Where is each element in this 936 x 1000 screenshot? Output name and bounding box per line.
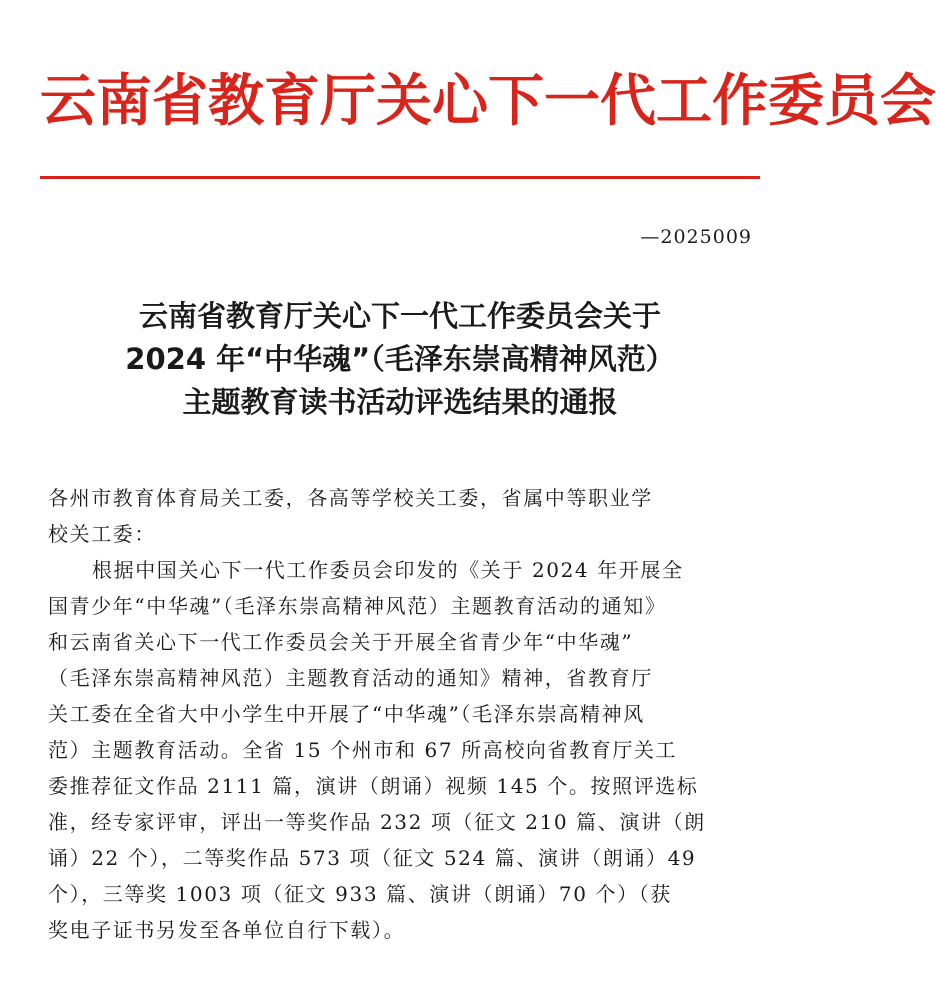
document-title	[40, 295, 760, 424]
paragraph-line: 奖电子证书另发至各单位自行下载）。	[48, 918, 406, 942]
paragraph-line: 范）主题教育活动。全省 15 个州市和 67 所高校向省教育厅关工	[48, 738, 678, 762]
salutation-line: 各州市教育体育局关工委，各高等学校关工委，省属中等职业学	[48, 486, 653, 510]
title-line: 主题教育读书活动评选结果的通报	[182, 385, 618, 419]
paragraph-line: 委推荐征文作品 2111 篇，演讲（朗诵）视频 145 个。按照评选标	[48, 774, 699, 798]
paragraph-line: 准，经专家评审，评出一等奖作品 232 项（征文 210 篇、演讲（朗	[48, 810, 706, 834]
salutation-line: 校关工委：	[48, 522, 156, 546]
paragraph-line: （毛泽东崇高精神风范）主题教育活动的通知》精神，省教育厅	[48, 666, 653, 690]
document-body	[48, 480, 756, 948]
document-number: —2025009	[640, 226, 752, 248]
paragraph-line: 和云南省关心下一代工作委员会关于开展全省青少年“中华魂”	[48, 630, 634, 654]
paragraph-line: 关工委在全省大中小学生中开展了“中华魂”（毛泽东崇高精神风	[48, 702, 645, 726]
paragraph-line: 诵）22 个），二等奖作品 573 项（征文 524 篇、演讲（朗诵）49	[48, 846, 697, 870]
paragraph-line: 根据中国关心下一代工作委员会印发的《关于 2024 年开展全	[92, 558, 684, 582]
red-header-divider	[40, 176, 760, 179]
title-line: 云南省教育厅关心下一代工作委员会关于	[138, 299, 661, 333]
issuing-organization-header: 云南省教育厅关心下一代工作委员会	[40, 69, 936, 134]
title-line: 2024 年“中华魂”（毛泽东崇高精神风范）	[125, 342, 675, 376]
paragraph-line: 国青少年“中华魂”（毛泽东崇高精神风范）主题教育活动的通知》	[48, 594, 667, 618]
paragraph-line: 个），三等奖 1003 项（征文 933 篇、演讲（朗诵）70 个）（获	[48, 882, 672, 906]
